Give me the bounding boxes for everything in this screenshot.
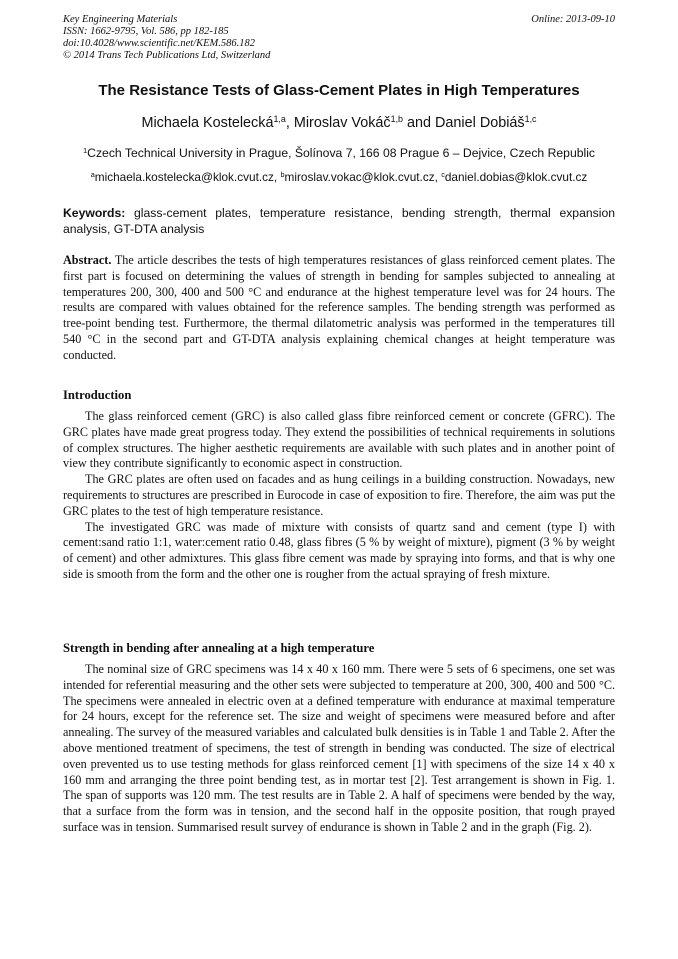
keywords-label: Keywords: <box>63 206 126 220</box>
copyright: © 2014 Trans Tech Publications Ltd, Switzerland <box>63 50 271 61</box>
paragraph: The nominal size of GRC specimens was 14 x 40 x 160 mm. There were 5 sets of 6 specimens, one set was intended for referential measuring and the other sets were subjected to temperature at 200, 300, 400 and 500 °C. The specimens were annealed in electric oven at a defined temperature with endurance at maximal temperature for 24 hours, except for the reference set. The size and weight of specimens were measured before and after annealing. The survey of the measured variables and calculated bulk densities is in Table 1 and Table 2. After the above mentioned treatment of specimens, the test of strength in bending was conducted. The size of electrical oven prevented us to use testing methods for glass reinforced cement [1] with specimens of the size 14 x 40 x 160 mm and arranging the three point bending test, as in mortar test [2]. Test arrangement is shown in Fig. 1. The span of supports was 120 mm. The test results are in Table 2. A half of specimens were bended by the way, that a surface from the form was in tension, and the second half in the opposite position, that rough prayed surface was in tension. Summarised result survey of endurance is shown in Table 2 and in the graph (Fig. 2). <box>63 662 615 834</box>
email-address: miroslav.vokac@klok.cvut.cz, <box>284 170 442 184</box>
abstract-label: Abstract. <box>63 253 112 267</box>
abstract-text: The article describes the tests of high temperatures resistances of glass reinforced cement plates. The first part is focused on determining the values of strength in bending for samples subjected to annealing at temperatures 200, 300, 400 and 500 °C and endurance at the highest temperature level was for 24 hours. The results are compared with values obtained for the reference samples. The bending strength was performed as tree-point bending test. Furthermore, the thermal dilatometric analysis was performed in the temperatures till 540 °C in the second part and GT-DTA analysis explaining chemical changes at height temperature was conducted. <box>63 253 615 362</box>
author-name: Daniel Dobiáš <box>435 115 525 131</box>
email-address: michaela.kostelecka@klok.cvut.cz, <box>94 170 281 184</box>
email-mark: b <box>280 169 285 179</box>
affiliation-mark: 1 <box>82 145 88 155</box>
section-heading-strength: Strength in bending after annealing at a high temperature <box>63 641 375 655</box>
introduction-body <box>63 409 615 583</box>
paragraph: The investigated GRC was made of mixture with consists of quartz sand and cement (type I) with cement:sand ratio 1:1, water:cement ratio 0.48, glass fibres (5 % by weight of mixture), pigment (3 % by weight of cement) and other admixtures. This glass fibre cement was made by spraying into forms, and that is why one side is smooth from the form and the other one is rougher from the actual spraying of fresh mixture. <box>63 519 615 581</box>
author-affil-mark: 1,b <box>390 114 404 125</box>
author-name: Michaela Kostelecká <box>141 115 274 131</box>
keywords <box>63 205 615 237</box>
keywords-text: glass-cement plates, temperature resistance, bending strength, thermal expansion analysis, GT-DTA analysis <box>63 206 616 236</box>
affiliation-text: Czech Technical University in Prague, Šolínova 7, 166 08 Prague 6 – Dejvice, Czech Republic <box>87 146 596 160</box>
author-separator: , <box>285 115 294 131</box>
abstract <box>63 253 615 364</box>
author-separator: and <box>403 115 436 131</box>
paragraph: The glass reinforced cement (GRC) is also called glass fibre reinforced cement or concrete (GFRC). The GRC plates have made great progress today. They extend the possibilities of technical requirements in solutions of complex structures. The higher aesthetic requirements are available with such plates and in another point of view they contribute significantly to economic aspect in construction. <box>63 409 615 471</box>
author-list <box>40 115 638 131</box>
strength-body <box>63 662 615 836</box>
email-address: daniel.dobias@klok.cvut.cz <box>444 170 588 184</box>
author-affil-mark: 1,c <box>524 114 537 125</box>
online-date: Online: 2013-09-10 <box>531 14 615 25</box>
paper-title: The Resistance Tests of Glass-Cement Plates in High Temperatures <box>98 82 580 99</box>
author-name: Miroslav Vokáč <box>293 115 391 131</box>
doi: doi:10.4028/www.scientific.net/KEM.586.182 <box>63 38 255 49</box>
email-mark: a <box>90 169 95 179</box>
paragraph: The GRC plates are often used on facades and as hung ceilings in a building construction. Nowadays, new requirements to structures are prescribed in Eurocode in case of exposition to fire. Therefore, the aim was put the GRC plates to the test of high temperature resistance. <box>63 472 615 518</box>
section-heading-introduction: Introduction <box>63 388 132 402</box>
email-mark: c <box>441 169 445 179</box>
affiliation <box>40 146 638 160</box>
journal-header <box>63 14 615 62</box>
journal-name: Key Engineering Materials <box>63 14 178 25</box>
issn: ISSN: 1662-9795, Vol. 586, pp 182-185 <box>63 26 229 37</box>
author-affil-mark: 1,a <box>273 114 286 125</box>
author-emails <box>40 170 638 184</box>
